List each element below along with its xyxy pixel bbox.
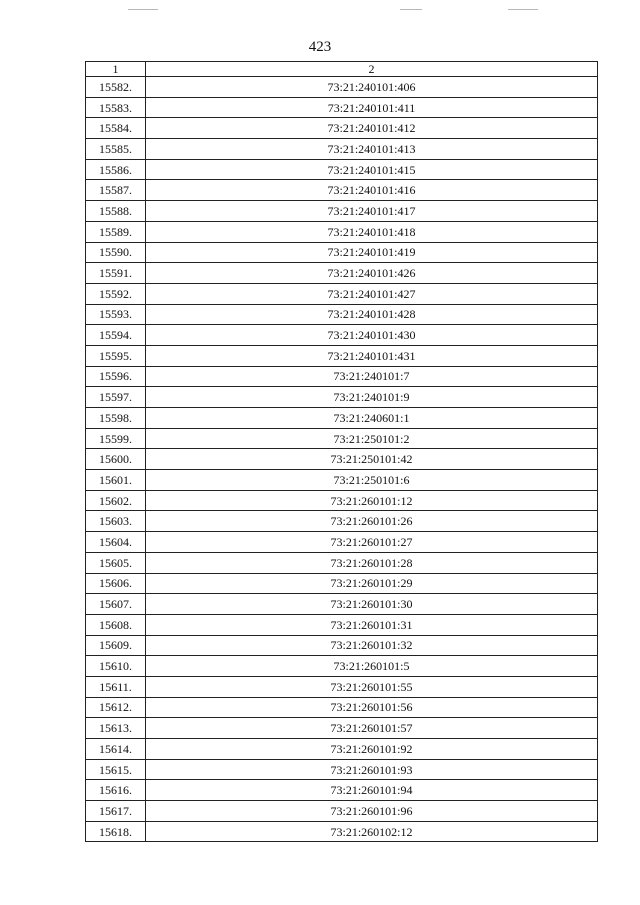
table-row — [86, 283, 598, 304]
cadastral-number-cell: 73:21:260101:27 — [146, 532, 598, 553]
table-row — [86, 490, 598, 511]
table-row — [86, 366, 598, 387]
table-row — [86, 345, 598, 366]
cadastral-number-cell: 73:21:240101:411 — [146, 97, 598, 118]
cadastral-number-cell: 73:21:250101:42 — [146, 449, 598, 470]
row-number-cell: 15606. — [86, 573, 146, 594]
table-row — [86, 201, 598, 222]
cadastral-number-cell: 73:21:240601:1 — [146, 408, 598, 429]
table-row — [86, 718, 598, 739]
cadastral-number-cell: 73:21:240101:416 — [146, 180, 598, 201]
row-number-cell: 15584. — [86, 118, 146, 139]
row-number-cell: 15583. — [86, 97, 146, 118]
row-number-cell: 15617. — [86, 801, 146, 822]
row-number-cell: 15595. — [86, 345, 146, 366]
row-number-cell: 15605. — [86, 552, 146, 573]
cadastral-number-cell: 73:21:260101:31 — [146, 614, 598, 635]
cadastral-number-cell: 73:21:260101:32 — [146, 635, 598, 656]
row-number-cell: 15587. — [86, 180, 146, 201]
cadastral-number-cell: 73:21:240101:427 — [146, 283, 598, 304]
row-number-cell: 15611. — [86, 676, 146, 697]
table-row — [86, 242, 598, 263]
table-row — [86, 221, 598, 242]
table-row — [86, 656, 598, 677]
cadastral-number-cell: 73:21:240101:406 — [146, 77, 598, 98]
cadastral-number-cell: 73:21:240101:9 — [146, 387, 598, 408]
cadastral-number-cell: 73:21:240101:430 — [146, 325, 598, 346]
cadastral-number-cell: 73:21:250101:6 — [146, 470, 598, 491]
cadastral-number-cell: 73:21:240101:431 — [146, 345, 598, 366]
cadastral-number-cell: 73:21:260101:26 — [146, 511, 598, 532]
table-row — [86, 532, 598, 553]
cadastral-number-cell: 73:21:260101:92 — [146, 739, 598, 760]
cadastral-number-cell: 73:21:240101:418 — [146, 221, 598, 242]
row-number-cell: 15602. — [86, 490, 146, 511]
cadastral-number-cell: 73:21:260102:12 — [146, 821, 598, 842]
row-number-cell: 15597. — [86, 387, 146, 408]
table-row — [86, 428, 598, 449]
table-row — [86, 697, 598, 718]
row-number-cell: 15603. — [86, 511, 146, 532]
row-number-cell: 15598. — [86, 408, 146, 429]
row-number-cell: 15613. — [86, 718, 146, 739]
table-row — [86, 408, 598, 429]
table-row — [86, 676, 598, 697]
cadastral-number-cell: 73:21:250101:2 — [146, 428, 598, 449]
row-number-cell: 15600. — [86, 449, 146, 470]
table-row — [86, 594, 598, 615]
cadastral-number-cell: 73:21:260101:29 — [146, 573, 598, 594]
row-number-cell: 15604. — [86, 532, 146, 553]
row-number-cell: 15616. — [86, 780, 146, 801]
table-row — [86, 614, 598, 635]
row-number-cell: 15596. — [86, 366, 146, 387]
cadastral-number-cell: 73:21:240101:413 — [146, 139, 598, 160]
cadastral-number-cell: 73:21:260101:93 — [146, 759, 598, 780]
table-row — [86, 263, 598, 284]
table-row — [86, 97, 598, 118]
table-row — [86, 387, 598, 408]
cadastral-number-cell: 73:21:260101:55 — [146, 676, 598, 697]
table-row — [86, 77, 598, 98]
cadastral-number-cell: 73:21:260101:5 — [146, 656, 598, 677]
table-row — [86, 304, 598, 325]
cadastral-number-cell: 73:21:240101:417 — [146, 201, 598, 222]
table-row — [86, 470, 598, 491]
row-number-cell: 15589. — [86, 221, 146, 242]
cadastral-number-cell: 73:21:260101:57 — [146, 718, 598, 739]
table-row — [86, 325, 598, 346]
table-row — [86, 118, 598, 139]
table-row — [86, 759, 598, 780]
scan-artifact — [128, 9, 158, 10]
row-number-cell: 15594. — [86, 325, 146, 346]
table-row — [86, 801, 598, 822]
row-number-cell: 15585. — [86, 139, 146, 160]
scan-artifact — [400, 9, 422, 10]
row-number-cell: 15593. — [86, 304, 146, 325]
column-header-1: 1 — [86, 62, 146, 77]
row-number-cell: 15610. — [86, 656, 146, 677]
cadastral-number-cell: 73:21:240101:426 — [146, 263, 598, 284]
table-row — [86, 139, 598, 160]
row-number-cell: 15582. — [86, 77, 146, 98]
table-row — [86, 780, 598, 801]
row-number-cell: 15599. — [86, 428, 146, 449]
row-number-cell: 15607. — [86, 594, 146, 615]
table-row — [86, 573, 598, 594]
cadastral-number-cell: 73:21:260101:28 — [146, 552, 598, 573]
scan-artifact — [508, 9, 538, 10]
row-number-cell: 15590. — [86, 242, 146, 263]
row-number-cell: 15592. — [86, 283, 146, 304]
cadastral-number-cell: 73:21:260101:96 — [146, 801, 598, 822]
cadastral-number-table — [85, 61, 598, 842]
row-number-cell: 15588. — [86, 201, 146, 222]
cadastral-number-cell: 73:21:240101:419 — [146, 242, 598, 263]
row-number-cell: 15614. — [86, 739, 146, 760]
table-row — [86, 180, 598, 201]
table-row — [86, 739, 598, 760]
table-row — [86, 449, 598, 470]
row-number-cell: 15591. — [86, 263, 146, 284]
table-row — [86, 821, 598, 842]
row-number-cell: 15608. — [86, 614, 146, 635]
row-number-cell: 15618. — [86, 821, 146, 842]
page-number: 423 — [308, 39, 332, 55]
cadastral-number-cell: 73:21:240101:7 — [146, 366, 598, 387]
row-number-cell: 15609. — [86, 635, 146, 656]
column-header-2: 2 — [146, 62, 598, 77]
table-row — [86, 159, 598, 180]
cadastral-number-cell: 73:21:240101:412 — [146, 118, 598, 139]
table-row — [86, 552, 598, 573]
cadastral-number-cell: 73:21:240101:428 — [146, 304, 598, 325]
cadastral-number-cell: 73:21:260101:56 — [146, 697, 598, 718]
cadastral-number-cell: 73:21:260101:94 — [146, 780, 598, 801]
row-number-cell: 15615. — [86, 759, 146, 780]
cadastral-number-cell: 73:21:260101:30 — [146, 594, 598, 615]
row-number-cell: 15601. — [86, 470, 146, 491]
cadastral-number-cell: 73:21:260101:12 — [146, 490, 598, 511]
table-row — [86, 635, 598, 656]
table-body — [86, 77, 598, 842]
row-number-cell: 15586. — [86, 159, 146, 180]
cadastral-number-cell: 73:21:240101:415 — [146, 159, 598, 180]
row-number-cell: 15612. — [86, 697, 146, 718]
table-header-row — [86, 62, 598, 77]
table-row — [86, 511, 598, 532]
